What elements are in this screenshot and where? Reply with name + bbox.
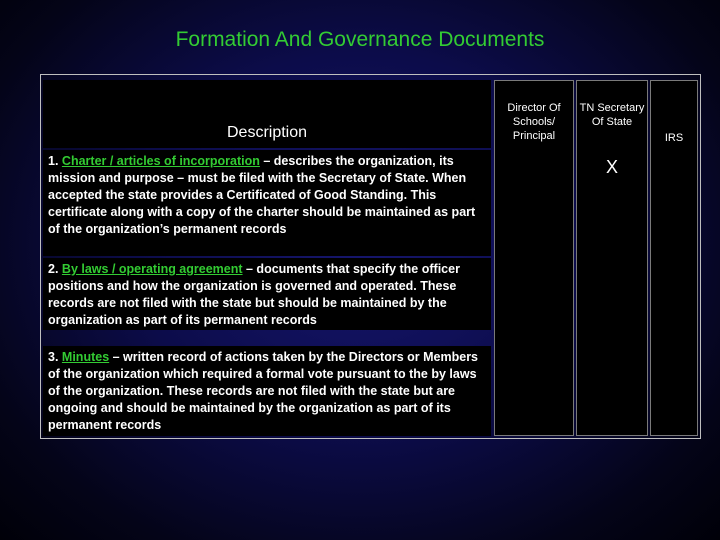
table-row <box>43 258 491 330</box>
column-header-irs: IRS <box>664 132 684 144</box>
row-description: – documents that specify the officer positions and how the organization is governed and operated. These records are not filed with the state but should be maintained by the organization as part of its permanent records <box>48 262 460 327</box>
row-number: 2. <box>48 262 59 276</box>
row-number: 3. <box>48 350 59 364</box>
description-header: Description <box>226 124 308 141</box>
column-header-tn-secretary: TN Secretary Of State <box>579 102 645 128</box>
table-row <box>43 346 491 436</box>
column-header-director: Director Of Schools/ Principal <box>507 102 561 142</box>
row-1-secretary-mark: X <box>605 157 618 177</box>
row-term: Charter / articles of incorporation <box>61 154 260 168</box>
row-description: – describes the organization, its mission and purpose – must be filed with the Secretary of State. When accepted the state provides a Certificated of Good Standing. This certificate along with a copy of the charter should be maintained as part of the organization’s permanent records <box>48 154 476 236</box>
row-description: – written record of actions taken by the Directors or Members of the organization which required a formal vote pursuant to the by laws of the organization. These records are not filed with the state but are ongoing and should be maintained by the organization as part of its permanent records <box>48 350 479 432</box>
row-number: 1. <box>48 154 59 168</box>
row-term: Minutes <box>61 350 110 364</box>
column-director-of-schools <box>494 80 574 436</box>
column-tn-secretary-of-state <box>576 80 648 436</box>
row-term: By laws / operating agreement <box>61 262 243 276</box>
table-row <box>43 150 491 256</box>
slide-title: Formation And Governance Documents <box>175 28 545 51</box>
column-irs <box>650 80 698 436</box>
description-header-cell <box>43 80 491 148</box>
